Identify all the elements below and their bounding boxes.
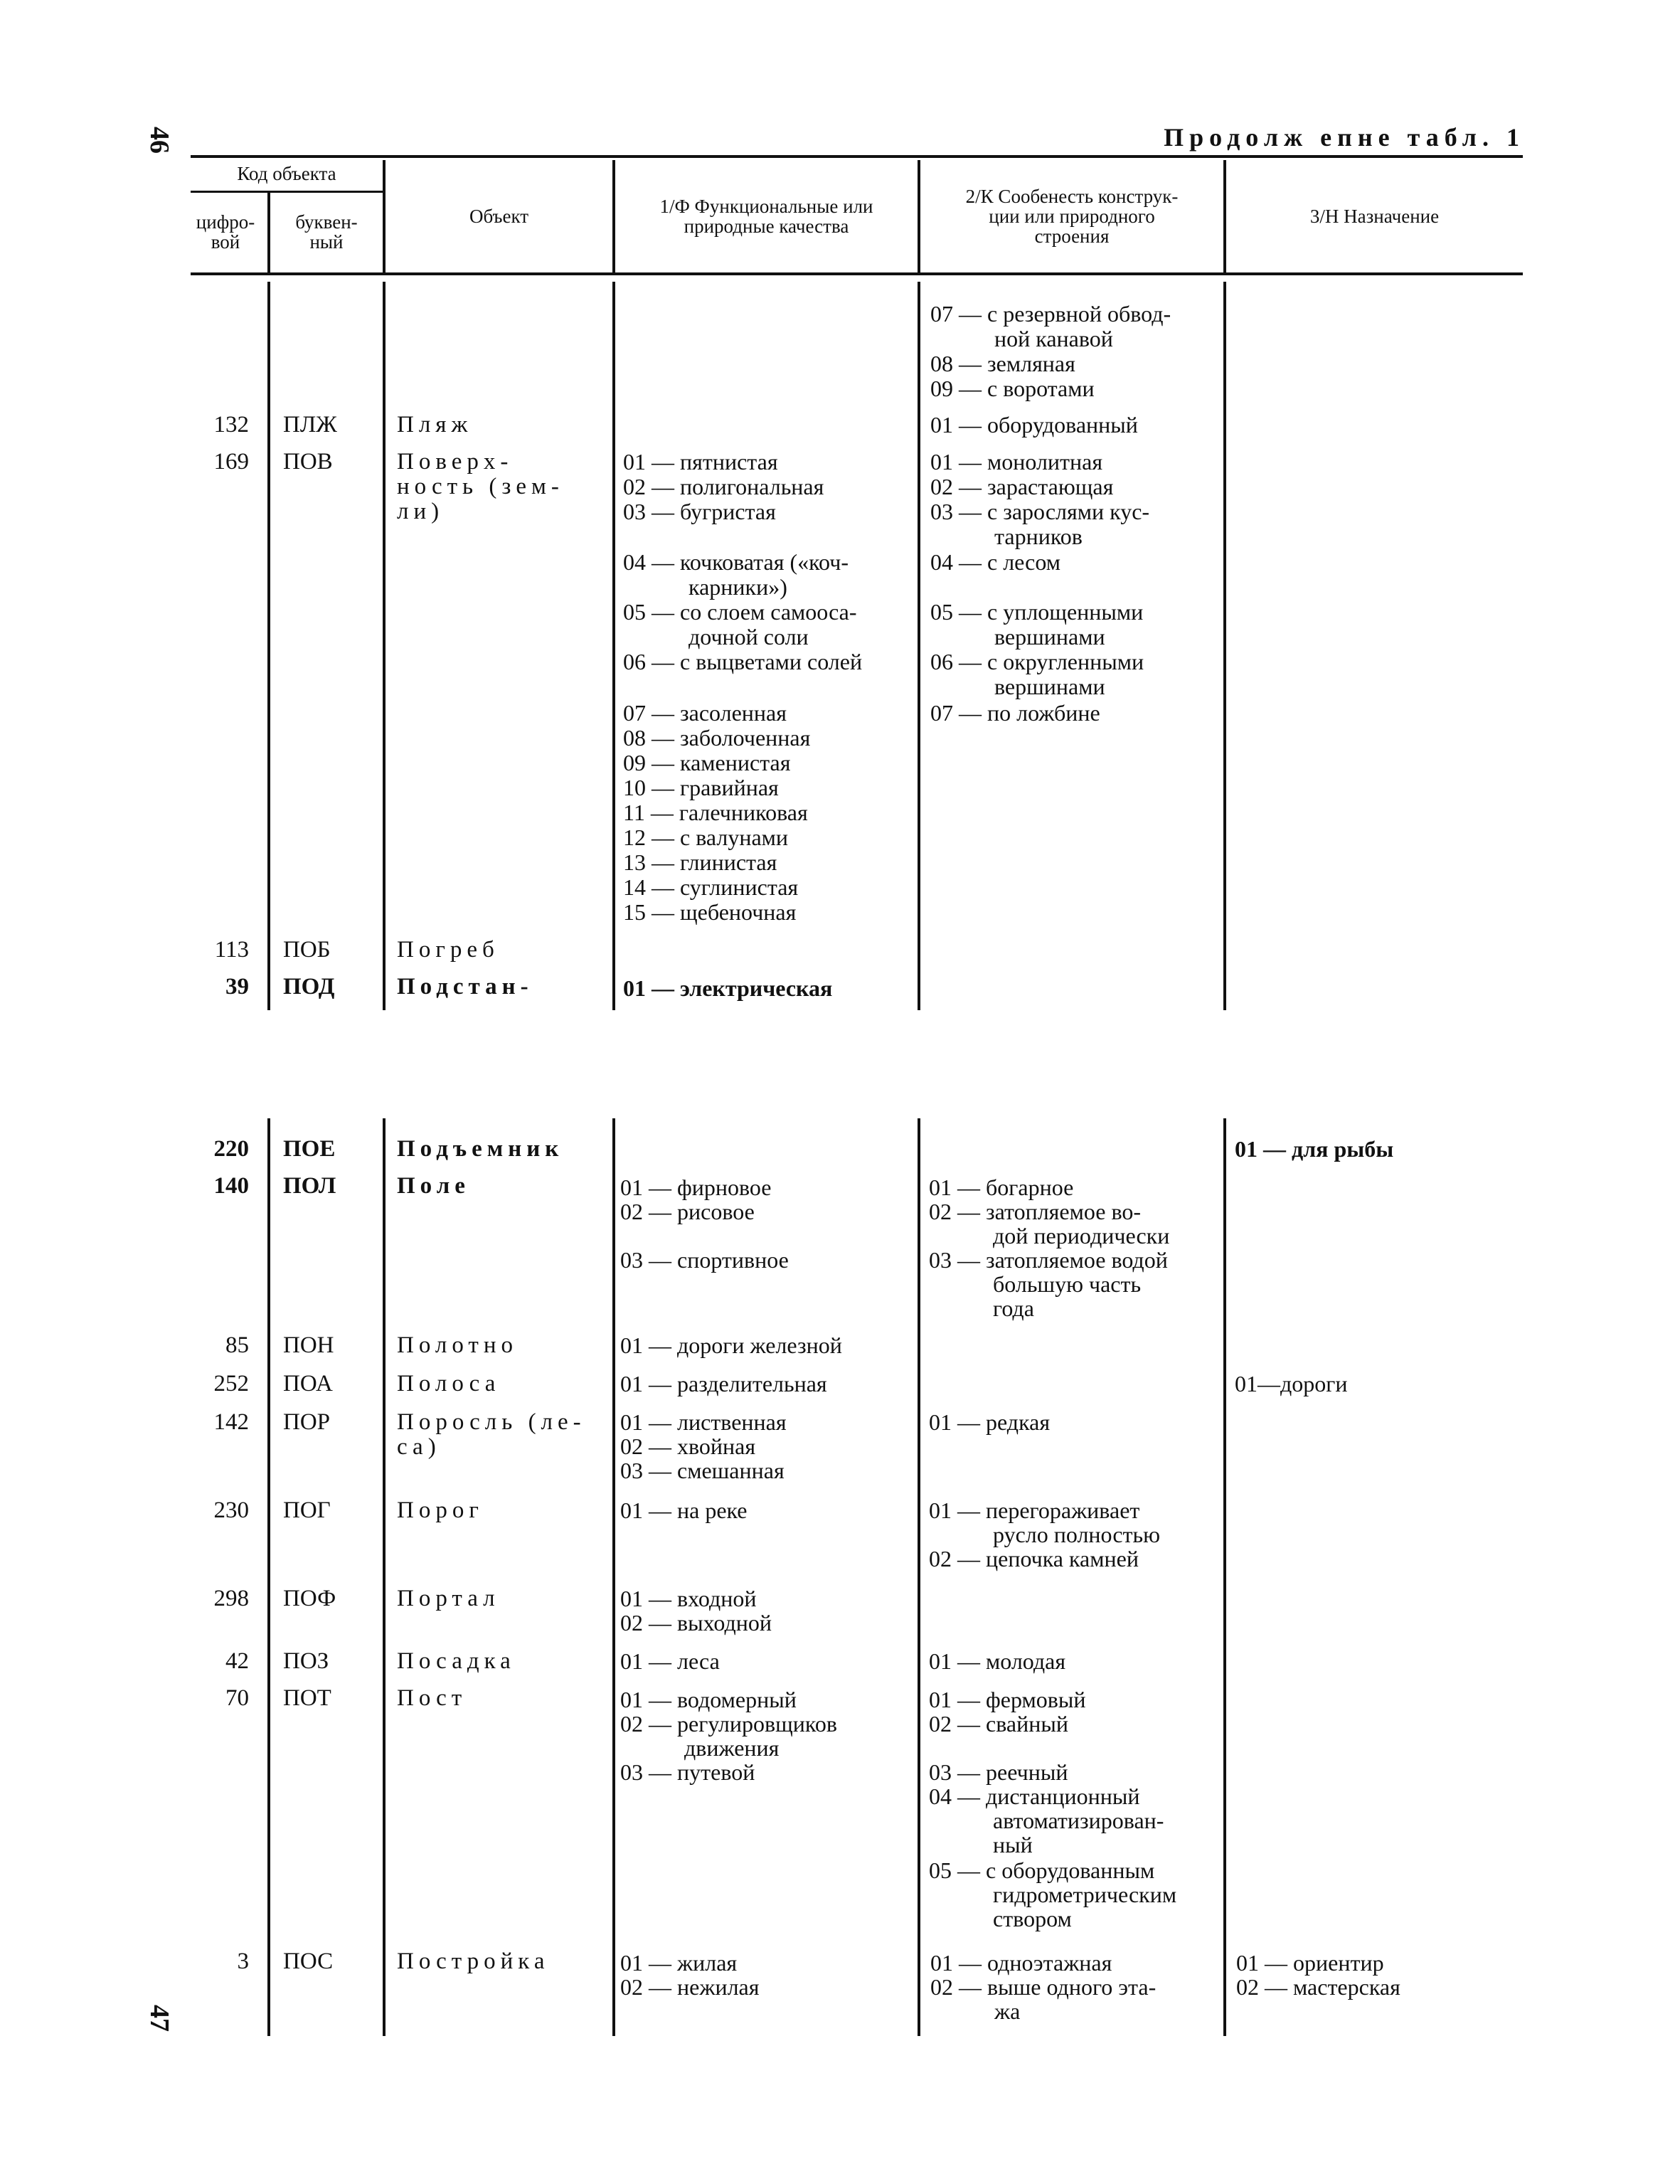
list-item: 05 — с оборудованным <box>929 1857 1155 1883</box>
code-letter: ПЛЖ <box>283 412 337 438</box>
list-item: 02 — хвойная <box>620 1433 756 1459</box>
bottom-divider <box>1223 1118 1226 2036</box>
list-item: 06 — с выцветами солей <box>623 649 863 674</box>
code-letter: ПОД <box>283 974 335 1000</box>
list-item: дочной соли <box>689 624 809 650</box>
list-item: ный <box>993 1832 1033 1857</box>
list-item: автоматизирован- <box>993 1808 1164 1833</box>
list-item: 03 — путевой <box>620 1759 755 1785</box>
code-letter: ПОТ <box>283 1685 331 1711</box>
list-item: 08 — земляная <box>930 351 1075 376</box>
list-item: 01 — монолитная <box>930 449 1103 475</box>
list-item: створом <box>993 1906 1072 1931</box>
list-item: года <box>993 1295 1034 1321</box>
list-item: 01 — леса <box>620 1648 720 1674</box>
top-divider <box>267 282 270 1010</box>
header-code-group: Код объекта <box>237 163 336 184</box>
list-item: 01 — богарное <box>929 1175 1074 1200</box>
list-item: 03 — спортивное <box>620 1247 789 1273</box>
list-item: 01 — для рыбы <box>1235 1136 1394 1162</box>
object-name: Поверх- ность (зем- ли) <box>397 449 564 524</box>
header-letter-code: буквен- ный <box>295 211 358 253</box>
list-item: тарников <box>994 524 1083 549</box>
list-item: 01 — оборудованный <box>930 412 1138 438</box>
list-item: движения <box>684 1735 780 1761</box>
code-letter: ПОФ <box>283 1586 336 1611</box>
code-letter: ПОВ <box>283 449 333 475</box>
code-letter: ПОА <box>283 1371 333 1396</box>
list-item: 01 — фирновое <box>620 1175 772 1200</box>
list-item: 13 — глинистая <box>623 849 777 875</box>
list-item: 01 — разделительная <box>620 1371 827 1396</box>
code-letter: ПОЗ <box>283 1648 329 1674</box>
code-digital: 3 <box>237 1949 249 1974</box>
list-item: вершинами <box>994 624 1105 650</box>
list-item: 07 — по ложбине <box>930 700 1100 726</box>
code-group-rule <box>191 191 383 193</box>
list-item: 05 — с уплощенными <box>930 599 1144 625</box>
code-digital: 42 <box>225 1648 249 1674</box>
list-item: 01—дороги <box>1235 1371 1348 1396</box>
object-name: Полотно <box>397 1332 519 1358</box>
list-item: 02 — нежилая <box>620 1974 760 2000</box>
list-item: 02 — цепочка камней <box>929 1546 1139 1571</box>
list-item: 02 — полигональная <box>623 474 824 499</box>
object-name: Погреб <box>397 937 499 963</box>
list-item: 12 — с валунами <box>623 825 789 850</box>
code-digital: 169 <box>213 449 249 475</box>
object-name: Поросль (ле- са) <box>397 1409 586 1460</box>
list-item: 02 — мастерская <box>1236 1974 1400 2000</box>
list-item: дой периодически <box>993 1223 1170 1249</box>
top-divider <box>918 282 920 1010</box>
list-item: 07 — с резервной обвод- <box>930 301 1171 327</box>
code-letter: ПОБ <box>283 937 331 963</box>
list-item: 01 — входной <box>620 1586 757 1611</box>
list-item: 01 — электрическая <box>623 975 833 1001</box>
object-name: Портал <box>397 1586 500 1611</box>
list-item: 11 — галечниковая <box>623 800 808 825</box>
list-item: 08 — заболоченная <box>623 725 811 751</box>
list-item: 02 — зарастающая <box>930 474 1114 499</box>
list-item: 02 — свайный <box>929 1711 1068 1737</box>
top-divider <box>1223 282 1226 1010</box>
bottom-divider <box>383 1118 386 2036</box>
list-item: ной канавой <box>994 326 1113 351</box>
code-letter: ПОН <box>283 1332 334 1358</box>
list-item: русло полностью <box>993 1522 1161 1547</box>
code-letter: ПОР <box>283 1409 331 1435</box>
list-item: 09 — с воротами <box>930 376 1095 401</box>
code-digital: 132 <box>213 412 249 438</box>
header-object: Объект <box>469 206 529 227</box>
bottom-divider <box>267 1118 270 2036</box>
code-letter: ПОС <box>283 1949 334 1974</box>
list-item: 01 — водомерный <box>620 1687 797 1712</box>
header-digital-code: цифро- вой <box>196 211 255 253</box>
list-item: 02 — затопляемое во- <box>929 1199 1141 1224</box>
top-divider <box>383 282 386 1010</box>
list-item: 01 — одноэтажная <box>930 1950 1112 1976</box>
object-name: Пляж <box>397 412 473 438</box>
header-top-rule <box>191 155 1523 158</box>
list-item: вершинами <box>994 674 1105 699</box>
list-item: 09 — каменистая <box>623 750 791 775</box>
object-name: Посадка <box>397 1648 516 1674</box>
list-item: 02 — рисовое <box>620 1199 755 1224</box>
header-col1: 1/Ф Функциональные или природные качества <box>659 196 873 237</box>
list-item: 01 — перегораживает <box>929 1497 1140 1523</box>
object-name: Постройка <box>397 1949 550 1974</box>
list-item: 01 — молодая <box>929 1648 1066 1674</box>
list-item: 03 — с зарослями кус- <box>930 499 1150 524</box>
list-item: жа <box>994 1998 1021 2024</box>
list-item: 01 — пятнистая <box>623 449 778 475</box>
header-col2: 2/К Сообенесть конструк- ции или природного строения <box>965 186 1179 247</box>
list-item: 10 — гравийная <box>623 775 779 800</box>
code-digital: 70 <box>225 1685 249 1711</box>
object-name: Порог <box>397 1497 484 1523</box>
list-item: 01 — ориентир <box>1236 1950 1384 1976</box>
code-digital: 298 <box>213 1586 249 1611</box>
list-item: 01 — фермовый <box>929 1687 1086 1712</box>
list-item: 04 — кочковатая («коч- <box>623 549 849 575</box>
list-item: 03 — реечный <box>929 1759 1068 1785</box>
code-digital: 140 <box>213 1173 249 1199</box>
object-name: Подстан- <box>397 974 533 1000</box>
list-item: 03 — затопляемое водой <box>929 1247 1168 1273</box>
code-digital: 39 <box>225 974 249 1000</box>
list-item: 02 — регулировщиков <box>620 1711 837 1737</box>
list-item: 03 — бугристая <box>623 499 776 524</box>
code-digital: 142 <box>213 1409 249 1435</box>
list-item: 01 — жилая <box>620 1950 738 1976</box>
list-item: 02 — выше одного эта- <box>930 1974 1157 2000</box>
list-item: карники») <box>689 574 787 600</box>
list-item: 06 — с округленными <box>930 649 1144 674</box>
code-letter: ПОГ <box>283 1497 331 1523</box>
list-item: 14 — суглинистая <box>623 874 799 900</box>
list-item: 04 — дистанционный <box>929 1783 1140 1809</box>
code-digital: 230 <box>213 1497 249 1523</box>
code-digital: 220 <box>213 1136 249 1162</box>
header-col3: 3/Н Назначение <box>1309 206 1440 227</box>
code-digital: 252 <box>213 1371 249 1396</box>
list-item: 01 — дороги железной <box>620 1332 842 1358</box>
right-page-number: 47 <box>144 2005 174 2032</box>
left-page-number: 46 <box>144 127 174 154</box>
list-item: 05 — со слоем самооса- <box>623 599 857 625</box>
list-item: 02 — выходной <box>620 1610 772 1636</box>
list-item: 01 — редкая <box>929 1409 1051 1435</box>
list-item: 04 — с лесом <box>930 549 1061 575</box>
bottom-divider <box>918 1118 920 2036</box>
code-digital: 85 <box>225 1332 249 1358</box>
code-digital: 113 <box>214 937 249 963</box>
bottom-divider <box>612 1118 615 2036</box>
object-name: Пост <box>397 1685 467 1711</box>
top-divider <box>612 282 615 1010</box>
code-letter: ПОЕ <box>283 1136 336 1162</box>
object-name: Полоса <box>397 1371 501 1396</box>
continuation-label: Продолж епне табл. 1 <box>1164 123 1525 152</box>
list-item: 15 — щебеночная <box>623 899 797 925</box>
list-item: 01 — на реке <box>620 1497 748 1523</box>
list-item: 07 — засоленная <box>623 700 787 726</box>
list-item: 01 — лиственная <box>620 1409 787 1435</box>
object-name: Поле <box>397 1173 470 1199</box>
header-bottom-rule <box>191 272 1523 275</box>
code-letter: ПОЛ <box>283 1173 336 1199</box>
object-name: Подъемник <box>397 1136 564 1162</box>
list-item: 03 — смешанная <box>620 1458 785 1483</box>
list-item: гидрометрическим <box>993 1882 1177 1907</box>
list-item: большую часть <box>993 1271 1142 1297</box>
